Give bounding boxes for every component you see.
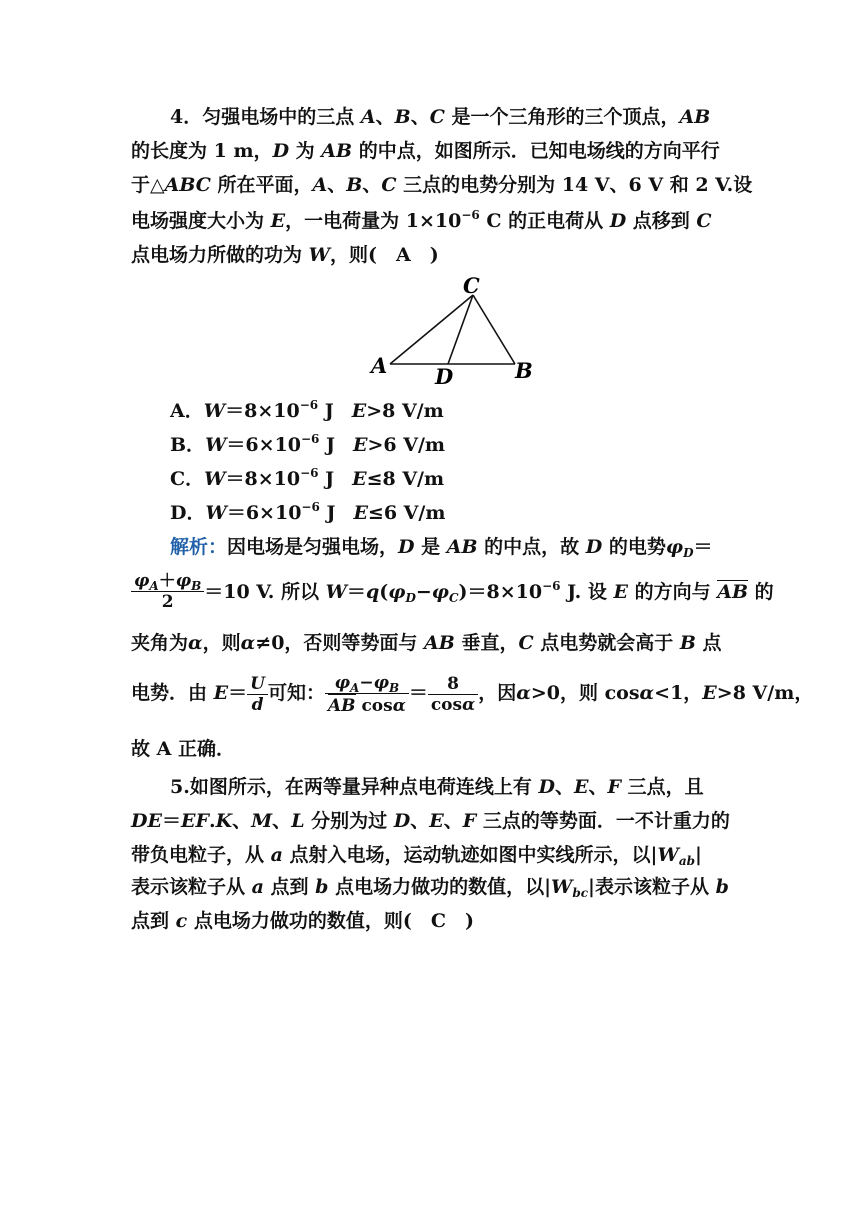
analysis-line-1: 解析：因电场是匀强电场，D 是 AB 的中点，故 D 的电势$\varphi_D=$ (170, 536, 713, 560)
fraction-8-cos: $\frac{8}{\cos\alpha}$ (428, 674, 478, 715)
q4-line-1: 4．匀强电场中的三点 A、B、C 是一个三角形的三个顶点，AB (170, 106, 711, 128)
label-b: B (515, 358, 533, 383)
q5-line-3: 带负电粒子，从 a 点射入电场，运动轨迹如图中实线所示，以$|W_{ab}|$ (131, 844, 702, 868)
q4-line-4: 电场强度大小为 E，一电荷量为 $1\times 10^{-6}$ C 的正电荷从 D 点移到 C (131, 208, 712, 232)
choice-a[interactable]: A．$W=8\times 10^{-6}$ J E>8 V/m (170, 398, 444, 422)
q5-answer: C (430, 910, 446, 932)
segment-bc (473, 295, 515, 364)
choice-d[interactable]: D．$W=6\times 10^{-6}$ J E≤6 V/m (170, 500, 446, 524)
fraction-u-d: $\frac{U}{d}$ (247, 674, 268, 715)
analysis-line-4: 电势．由 E＝ $\frac{U}{d}$ 可知： $\frac{\varphi_A-\varphi_B}{\text{AB cosα}}$ ＝ $\frac{8}{\cos\alpha}$ ，因α>0，则 cosα<1，E>8 V/m， (131, 672, 814, 716)
q5-line-2: DE＝EF.K、M、L 分别为过 D、E、F 三点的等势面．一不计重力的 (131, 810, 730, 832)
q4-line-2: 的长度为 1 m，D 为 AB 的中点，如图所示．已知电场线的方向平行 (131, 140, 720, 162)
q4-line-5: 点电场力所做的功为 W，则( A ) (131, 244, 439, 266)
q5-line-4: 表示该粒子从 a 点到 b 点电场力做功的数值，以$|W_{bc}|$表示该粒子从 b (131, 876, 729, 900)
vector-ab: AB (717, 581, 749, 603)
q4-answer: A (395, 244, 411, 266)
fraction-phi-diff: $\frac{\varphi_A-\varphi_B}{\text{AB cosα}}$ (325, 673, 409, 716)
label-c: C (463, 273, 480, 298)
q4-line-3: 于△ABC 所在平面，A、B、C 三点的电势分别为 14 V、6 V 和 2 V.设 (131, 174, 753, 196)
analysis-line-5: 故 A 正确． (131, 738, 235, 760)
analysis-line-3: 夹角为α，则α≠0，否则等势面与 AB 垂直，C 点电势就会高于 B 点 (131, 632, 722, 654)
choice-c[interactable]: C．$W=8\times 10^{-6}$ J E≤8 V/m (170, 466, 445, 490)
label-a: A (371, 353, 388, 378)
choice-b[interactable]: B．$W=6\times 10^{-6}$ J E>6 V/m (170, 432, 446, 456)
label-d: D (435, 364, 454, 388)
analysis-line-2: $\frac{\varphi_A+\varphi_B}{2}$ ＝10 V. 所以 $W=q(\varphi_D-\varphi_C)=8\times 10^{-6}$ J. 设 E 的方向与 AB 的 (131, 572, 731, 614)
analysis-label: 解析： (170, 536, 228, 558)
triangle-figure (360, 272, 540, 388)
q5-line-5: 点到 c 点电场力做功的数值，则( C ) (131, 910, 474, 932)
q5-line-1: 5.如图所示，在两等量异种点电荷连线上有 D、E、F 三点，且 (170, 776, 704, 798)
fraction-phi-avg: $\frac{\varphi_A+\varphi_B}{2}$ (131, 571, 204, 612)
